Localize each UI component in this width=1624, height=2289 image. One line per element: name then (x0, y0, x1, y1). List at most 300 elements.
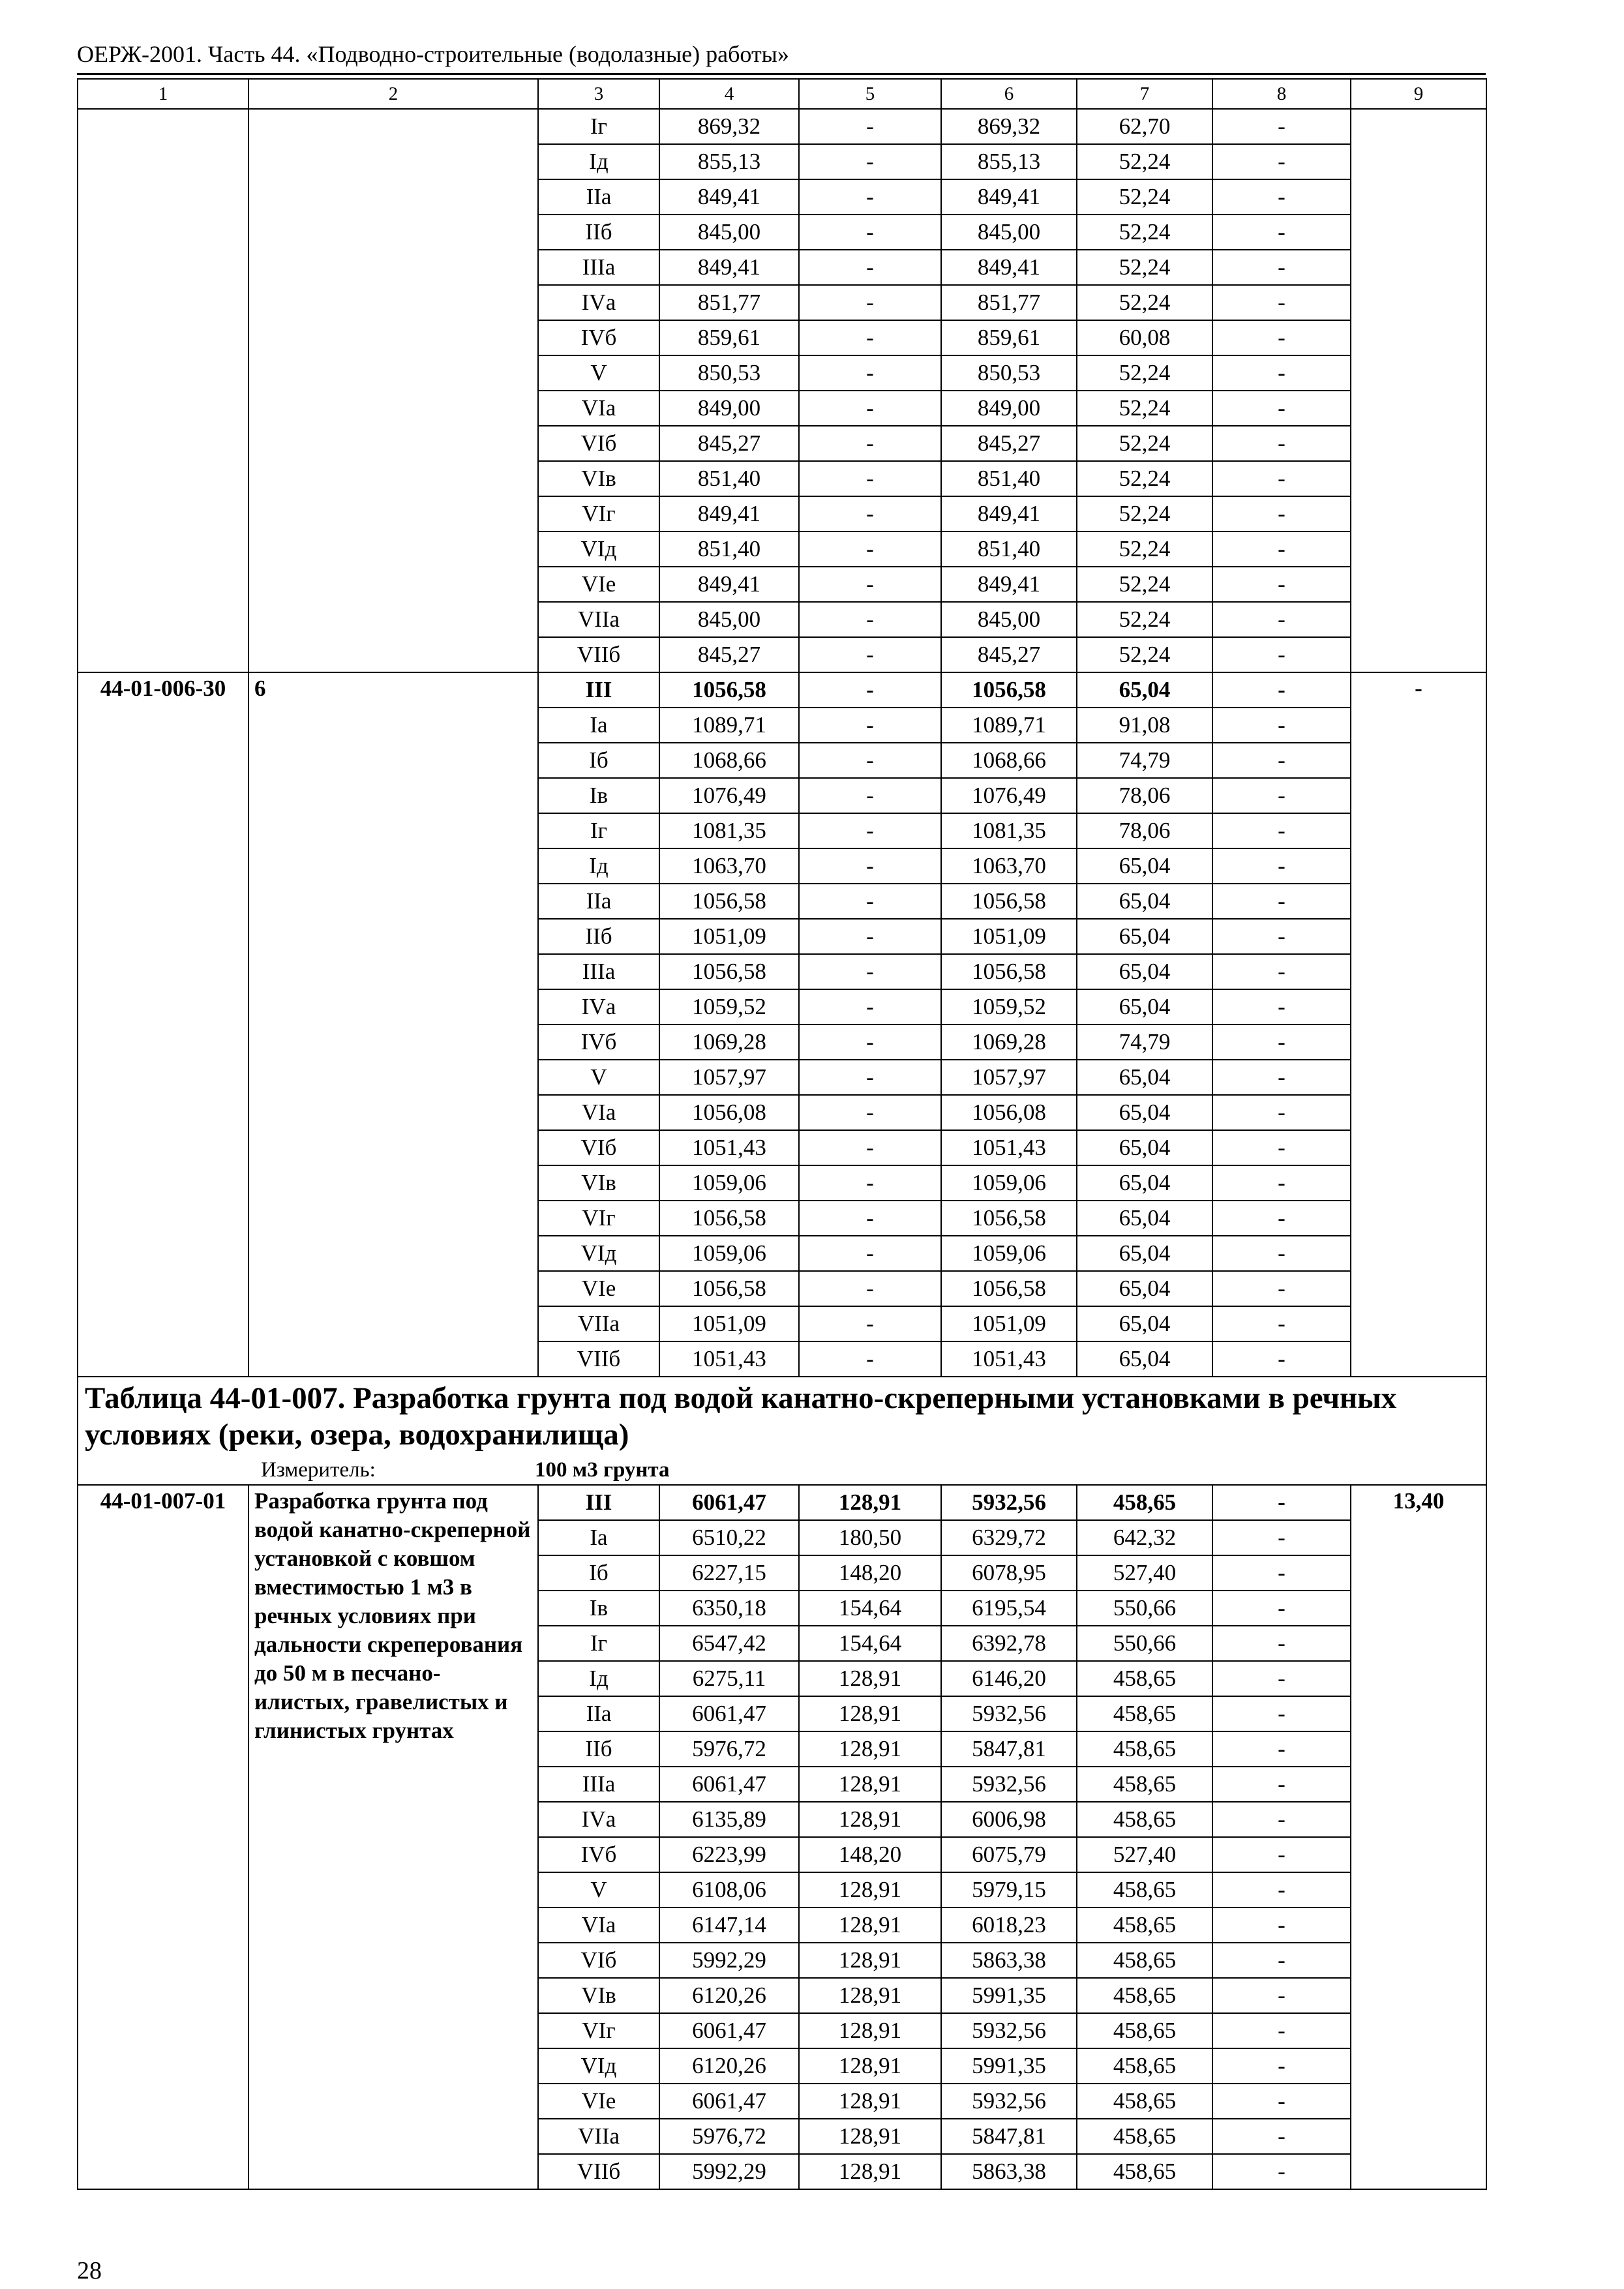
material-cost-cell: - (1212, 1095, 1351, 1130)
direct-cost-cell: 849,00 (659, 391, 799, 426)
direct-cost-cell: 6061,47 (659, 2084, 799, 2119)
labor-cost-cell: - (799, 1201, 941, 1236)
material-cost-cell: - (1212, 1802, 1351, 1837)
direct-cost-cell: 1051,43 (659, 1130, 799, 1165)
direct-cost-cell: 869,32 (659, 109, 799, 144)
labor-cost-cell: - (799, 813, 941, 848)
region-zone-cell: Iа (538, 1520, 659, 1555)
labor-cost-cell: - (799, 1165, 941, 1201)
material-cost-cell: - (1212, 1306, 1351, 1341)
machine-cost-cell: 1056,58 (941, 1271, 1077, 1306)
direct-cost-cell: 1089,71 (659, 708, 799, 743)
machine-cost-cell: 5979,15 (941, 1872, 1077, 1908)
column-number: 8 (1212, 79, 1351, 109)
column-number: 9 (1351, 79, 1486, 109)
labor-cost-cell: - (799, 179, 941, 215)
labor-cost-cell: - (799, 285, 941, 320)
material-cost-cell: - (1212, 144, 1351, 179)
region-zone-cell: IIа (538, 884, 659, 919)
labor-cost-cell: - (799, 708, 941, 743)
machine-cost-cell: 6392,78 (941, 1626, 1077, 1661)
driver-wage-cell: 65,04 (1077, 1341, 1212, 1377)
machine-cost-cell: 1051,43 (941, 1130, 1077, 1165)
machine-cost-cell: 1056,58 (941, 1201, 1077, 1236)
driver-wage-cell: 65,04 (1077, 1165, 1212, 1201)
direct-cost-cell: 6061,47 (659, 1767, 799, 1802)
column-number: 3 (538, 79, 659, 109)
driver-wage-cell: 458,65 (1077, 1696, 1212, 1731)
material-cost-cell: - (1212, 1485, 1351, 1520)
direct-cost-cell: 6227,15 (659, 1555, 799, 1591)
table-row (78, 1485, 1486, 1520)
document-header: ОЕРЖ-2001. Часть 44. «Подводно-строительные (водолазные) работы» (77, 41, 789, 67)
direct-cost-cell: 6275,11 (659, 1661, 799, 1696)
region-zone-cell: III (538, 672, 659, 708)
material-cost-cell: - (1212, 1555, 1351, 1591)
material-cost-cell: - (1212, 708, 1351, 743)
driver-wage-cell: 527,40 (1077, 1555, 1212, 1591)
driver-wage-cell: 458,65 (1077, 2154, 1212, 2189)
driver-wage-cell: 458,65 (1077, 1767, 1212, 1802)
driver-wage-cell: 62,70 (1077, 109, 1212, 144)
direct-cost-cell: 1056,58 (659, 954, 799, 989)
labor-cost-cell: 148,20 (799, 1555, 941, 1591)
rate-code-cell: 44-01-006-30 (78, 672, 248, 1377)
direct-cost-cell: 6120,26 (659, 2048, 799, 2084)
table-body (78, 79, 1486, 2189)
labor-cost-cell: - (799, 496, 941, 531)
machine-cost-cell: 845,27 (941, 637, 1077, 672)
direct-cost-cell: 1056,58 (659, 1201, 799, 1236)
driver-wage-cell: 550,66 (1077, 1591, 1212, 1626)
driver-wage-cell: 458,65 (1077, 2119, 1212, 2154)
column-number: 1 (78, 79, 248, 109)
labor-cost-cell: 128,91 (799, 1943, 941, 1978)
driver-wage-cell: 65,04 (1077, 1130, 1212, 1165)
driver-wage-cell: 52,24 (1077, 426, 1212, 461)
region-zone-cell: IIб (538, 1731, 659, 1767)
machine-cost-cell: 1059,52 (941, 989, 1077, 1025)
machine-cost-cell: 1051,09 (941, 1306, 1077, 1341)
labor-cost-cell: 128,91 (799, 1731, 941, 1767)
direct-cost-cell: 5992,29 (659, 1943, 799, 1978)
region-zone-cell: V (538, 1872, 659, 1908)
material-cost-cell: - (1212, 2119, 1351, 2154)
labor-cost-cell: - (799, 989, 941, 1025)
driver-wage-cell: 458,65 (1077, 2084, 1212, 2119)
region-zone-cell: VIг (538, 1201, 659, 1236)
labor-cost-cell: 128,91 (799, 1978, 941, 2013)
material-cost-cell: - (1212, 778, 1351, 813)
direct-cost-cell: 851,40 (659, 531, 799, 567)
direct-cost-cell: 6061,47 (659, 1696, 799, 1731)
labor-cost-cell: 128,91 (799, 1872, 941, 1908)
driver-wage-cell: 458,65 (1077, 1485, 1212, 1520)
region-zone-cell: Iг (538, 1626, 659, 1661)
driver-wage-cell: 65,04 (1077, 1201, 1212, 1236)
direct-cost-cell: 850,53 (659, 355, 799, 391)
region-zone-cell: VIв (538, 1165, 659, 1201)
machine-cost-cell: 849,00 (941, 391, 1077, 426)
labor-hours-cell: - (1351, 672, 1486, 1377)
machine-cost-cell: 849,41 (941, 179, 1077, 215)
labor-cost-cell: - (799, 884, 941, 919)
region-zone-cell: VIе (538, 567, 659, 602)
material-cost-cell: - (1212, 1872, 1351, 1908)
driver-wage-cell: 458,65 (1077, 2013, 1212, 2048)
driver-wage-cell: 65,04 (1077, 848, 1212, 884)
labor-cost-cell: - (799, 848, 941, 884)
material-cost-cell: - (1212, 743, 1351, 778)
labor-cost-cell: - (799, 567, 941, 602)
machine-cost-cell: 1081,35 (941, 813, 1077, 848)
region-zone-cell: Iб (538, 1555, 659, 1591)
material-cost-cell: - (1212, 1837, 1351, 1872)
machine-cost-cell: 6195,54 (941, 1591, 1077, 1626)
driver-wage-cell: 65,04 (1077, 1271, 1212, 1306)
direct-cost-cell: 1051,43 (659, 1341, 799, 1377)
direct-cost-cell: 6135,89 (659, 1802, 799, 1837)
driver-wage-cell: 458,65 (1077, 1908, 1212, 1943)
machine-cost-cell: 1063,70 (941, 848, 1077, 884)
driver-wage-cell: 78,06 (1077, 813, 1212, 848)
machine-cost-cell: 5932,56 (941, 1767, 1077, 1802)
material-cost-cell: - (1212, 989, 1351, 1025)
direct-cost-cell: 1063,70 (659, 848, 799, 884)
driver-wage-cell: 74,79 (1077, 743, 1212, 778)
material-cost-cell: - (1212, 1943, 1351, 1978)
driver-wage-cell: 52,24 (1077, 602, 1212, 637)
direct-cost-cell: 1076,49 (659, 778, 799, 813)
region-zone-cell: Iд (538, 144, 659, 179)
measure-unit (85, 1457, 1479, 1483)
column-number: 5 (799, 79, 941, 109)
machine-cost-cell: 845,00 (941, 602, 1077, 637)
material-cost-cell: - (1212, 919, 1351, 954)
material-cost-cell: - (1212, 1025, 1351, 1060)
region-zone-cell: IIа (538, 1696, 659, 1731)
direct-cost-cell: 1069,28 (659, 1025, 799, 1060)
driver-wage-cell: 52,24 (1077, 250, 1212, 285)
material-cost-cell: - (1212, 1978, 1351, 2013)
material-cost-cell: - (1212, 391, 1351, 426)
region-zone-cell: V (538, 355, 659, 391)
driver-wage-cell: 550,66 (1077, 1626, 1212, 1661)
direct-cost-cell: 849,41 (659, 250, 799, 285)
machine-cost-cell: 1056,58 (941, 954, 1077, 989)
table-row (78, 672, 1486, 708)
rates-table (77, 78, 1487, 2190)
machine-cost-cell: 6146,20 (941, 1661, 1077, 1696)
labor-cost-cell: - (799, 391, 941, 426)
direct-cost-cell: 1059,06 (659, 1236, 799, 1271)
labor-cost-cell: - (799, 144, 941, 179)
material-cost-cell: - (1212, 1626, 1351, 1661)
region-zone-cell: VIг (538, 2013, 659, 2048)
direct-cost-cell: 6547,42 (659, 1626, 799, 1661)
direct-cost-cell: 5992,29 (659, 2154, 799, 2189)
driver-wage-cell: 52,24 (1077, 567, 1212, 602)
machine-cost-cell: 5863,38 (941, 1943, 1077, 1978)
machine-cost-cell: 6078,95 (941, 1555, 1077, 1591)
driver-wage-cell: 65,04 (1077, 672, 1212, 708)
labor-cost-cell: 128,91 (799, 1485, 941, 1520)
region-zone-cell: IVа (538, 989, 659, 1025)
region-zone-cell: Iв (538, 778, 659, 813)
material-cost-cell: - (1212, 355, 1351, 391)
page-number: 28 (77, 2257, 102, 2284)
material-cost-cell: - (1212, 2154, 1351, 2189)
machine-cost-cell: 5847,81 (941, 1731, 1077, 1767)
region-zone-cell: IIб (538, 215, 659, 250)
direct-cost-cell: 849,41 (659, 496, 799, 531)
region-zone-cell: VIб (538, 1943, 659, 1978)
labor-cost-cell: - (799, 1060, 941, 1095)
labor-cost-cell: 128,91 (799, 2013, 941, 2048)
direct-cost-cell: 1051,09 (659, 1306, 799, 1341)
driver-wage-cell: 52,24 (1077, 144, 1212, 179)
direct-cost-cell: 845,27 (659, 426, 799, 461)
machine-cost-cell: 855,13 (941, 144, 1077, 179)
direct-cost-cell: 1051,09 (659, 919, 799, 954)
driver-wage-cell: 91,08 (1077, 708, 1212, 743)
labor-cost-cell: - (799, 250, 941, 285)
driver-wage-cell: 52,24 (1077, 215, 1212, 250)
machine-cost-cell: 849,41 (941, 250, 1077, 285)
machine-cost-cell: 5932,56 (941, 2084, 1077, 2119)
direct-cost-cell: 851,77 (659, 285, 799, 320)
material-cost-cell: - (1212, 848, 1351, 884)
direct-cost-cell: 849,41 (659, 567, 799, 602)
measure-unit-value: 100 м3 грунта (535, 1458, 670, 1482)
material-cost-cell: - (1212, 179, 1351, 215)
driver-wage-cell: 52,24 (1077, 637, 1212, 672)
machine-cost-cell: 5932,56 (941, 1696, 1077, 1731)
material-cost-cell: - (1212, 602, 1351, 637)
labor-cost-cell: 154,64 (799, 1591, 941, 1626)
driver-wage-cell: 458,65 (1077, 1943, 1212, 1978)
material-cost-cell: - (1212, 1060, 1351, 1095)
machine-cost-cell: 849,41 (941, 567, 1077, 602)
driver-wage-cell: 52,24 (1077, 531, 1212, 567)
labor-cost-cell: 128,91 (799, 1661, 941, 1696)
direct-cost-cell: 6061,47 (659, 2013, 799, 2048)
region-zone-cell: VIIа (538, 602, 659, 637)
direct-cost-cell: 1081,35 (659, 813, 799, 848)
material-cost-cell: - (1212, 1271, 1351, 1306)
machine-cost-cell: 5991,35 (941, 1978, 1077, 2013)
labor-cost-cell: - (799, 637, 941, 672)
column-number: 7 (1077, 79, 1212, 109)
column-number: 6 (941, 79, 1077, 109)
direct-cost-cell: 1056,58 (659, 1271, 799, 1306)
direct-cost-cell: 1059,06 (659, 1165, 799, 1201)
region-zone-cell: IVа (538, 285, 659, 320)
material-cost-cell: - (1212, 496, 1351, 531)
region-zone-cell: IVб (538, 320, 659, 355)
direct-cost-cell: 6350,18 (659, 1591, 799, 1626)
region-zone-cell: VIа (538, 1095, 659, 1130)
region-zone-cell: IIIа (538, 1767, 659, 1802)
direct-cost-cell: 849,41 (659, 179, 799, 215)
region-zone-cell: VIIа (538, 2119, 659, 2154)
machine-cost-cell: 5932,56 (941, 2013, 1077, 2048)
region-zone-cell: VIе (538, 2084, 659, 2119)
labor-cost-cell: 128,91 (799, 2119, 941, 2154)
driver-wage-cell: 458,65 (1077, 1872, 1212, 1908)
driver-wage-cell: 65,04 (1077, 1236, 1212, 1271)
driver-wage-cell: 458,65 (1077, 1731, 1212, 1767)
labor-cost-cell: - (799, 461, 941, 496)
driver-wage-cell: 527,40 (1077, 1837, 1212, 1872)
labor-cost-cell: 180,50 (799, 1520, 941, 1555)
material-cost-cell: - (1212, 285, 1351, 320)
machine-cost-cell: 850,53 (941, 355, 1077, 391)
region-zone-cell: VIIб (538, 2154, 659, 2189)
region-zone-cell: VIв (538, 1978, 659, 2013)
machine-cost-cell: 5863,38 (941, 2154, 1077, 2189)
machine-cost-cell: 5847,81 (941, 2119, 1077, 2154)
region-zone-cell: VIб (538, 426, 659, 461)
material-cost-cell: - (1212, 1130, 1351, 1165)
machine-cost-cell: 1056,08 (941, 1095, 1077, 1130)
direct-cost-cell: 859,61 (659, 320, 799, 355)
region-zone-cell: Iб (538, 743, 659, 778)
driver-wage-cell: 65,04 (1077, 989, 1212, 1025)
direct-cost-cell: 6108,06 (659, 1872, 799, 1908)
material-cost-cell: - (1212, 1731, 1351, 1767)
region-zone-cell: VIе (538, 1271, 659, 1306)
machine-cost-cell: 5932,56 (941, 1485, 1077, 1520)
direct-cost-cell: 1056,08 (659, 1095, 799, 1130)
labor-cost-cell: - (799, 1341, 941, 1377)
material-cost-cell: - (1212, 1767, 1351, 1802)
driver-wage-cell: 642,32 (1077, 1520, 1212, 1555)
machine-cost-cell: 1069,28 (941, 1025, 1077, 1060)
driver-wage-cell: 65,04 (1077, 1306, 1212, 1341)
machine-cost-cell: 1056,58 (941, 672, 1077, 708)
machine-cost-cell: 851,77 (941, 285, 1077, 320)
region-zone-cell: III (538, 1485, 659, 1520)
driver-wage-cell: 65,04 (1077, 884, 1212, 919)
region-zone-cell: VIг (538, 496, 659, 531)
material-cost-cell: - (1212, 1165, 1351, 1201)
labor-cost-cell: - (799, 743, 941, 778)
material-cost-cell: - (1212, 1661, 1351, 1696)
labor-cost-cell: - (799, 426, 941, 461)
machine-cost-cell: 1057,97 (941, 1060, 1077, 1095)
driver-wage-cell: 74,79 (1077, 1025, 1212, 1060)
direct-cost-cell: 845,00 (659, 215, 799, 250)
work-description-cell: 6 (248, 672, 538, 1377)
region-zone-cell: Iд (538, 848, 659, 884)
driver-wage-cell: 52,24 (1077, 285, 1212, 320)
machine-cost-cell: 6329,72 (941, 1520, 1077, 1555)
column-number: 4 (659, 79, 799, 109)
material-cost-cell: - (1212, 672, 1351, 708)
labor-cost-cell: 128,91 (799, 1696, 941, 1731)
driver-wage-cell: 65,04 (1077, 919, 1212, 954)
labor-cost-cell: - (799, 1306, 941, 1341)
work-description-cell: Разработка грунта под водой канатно-скреперной установкой с ковшом вместимостью 1 м3 в речных условиях при дальности скреперования до 50 м в песчано-илистых, гравелистых и глинистых грунтах (248, 1485, 538, 2189)
column-number: 2 (248, 79, 538, 109)
region-zone-cell: IVб (538, 1837, 659, 1872)
region-zone-cell: IVб (538, 1025, 659, 1060)
direct-cost-cell: 6147,14 (659, 1908, 799, 1943)
region-zone-cell: Iв (538, 1591, 659, 1626)
measure-unit-label: Измеритель: (261, 1458, 376, 1482)
machine-cost-cell: 1089,71 (941, 708, 1077, 743)
region-zone-cell: V (538, 1060, 659, 1095)
region-zone-cell: Iг (538, 109, 659, 144)
material-cost-cell: - (1212, 531, 1351, 567)
material-cost-cell: - (1212, 1908, 1351, 1943)
material-cost-cell: - (1212, 2084, 1351, 2119)
direct-cost-cell: 5976,72 (659, 2119, 799, 2154)
labor-cost-cell: - (799, 1025, 941, 1060)
material-cost-cell: - (1212, 884, 1351, 919)
material-cost-cell: - (1212, 2013, 1351, 2048)
labor-cost-cell: - (799, 109, 941, 144)
region-zone-cell: IIб (538, 919, 659, 954)
region-zone-cell: VIд (538, 531, 659, 567)
column-number-row (78, 79, 1486, 109)
machine-cost-cell: 851,40 (941, 461, 1077, 496)
direct-cost-cell: 5976,72 (659, 1731, 799, 1767)
machine-cost-cell: 1059,06 (941, 1236, 1077, 1271)
machine-cost-cell: 1076,49 (941, 778, 1077, 813)
driver-wage-cell: 78,06 (1077, 778, 1212, 813)
rate-code-cell: 44-01-007-01 (78, 1485, 248, 2189)
labor-cost-cell: - (799, 672, 941, 708)
labor-cost-cell: 128,91 (799, 2048, 941, 2084)
material-cost-cell: - (1212, 426, 1351, 461)
region-zone-cell: VIд (538, 1236, 659, 1271)
driver-wage-cell: 458,65 (1077, 1978, 1212, 2013)
rate-code-cell (78, 109, 248, 672)
machine-cost-cell: 859,61 (941, 320, 1077, 355)
labor-cost-cell: - (799, 1095, 941, 1130)
driver-wage-cell: 458,65 (1077, 1802, 1212, 1837)
material-cost-cell: - (1212, 2048, 1351, 2084)
table-title-row (78, 1377, 1486, 1485)
driver-wage-cell: 52,24 (1077, 461, 1212, 496)
machine-cost-cell: 849,41 (941, 496, 1077, 531)
direct-cost-cell: 851,40 (659, 461, 799, 496)
machine-cost-cell: 1068,66 (941, 743, 1077, 778)
labor-cost-cell: - (799, 1236, 941, 1271)
labor-cost-cell: - (799, 778, 941, 813)
direct-cost-cell: 6223,99 (659, 1837, 799, 1872)
work-description-cell (248, 109, 538, 672)
material-cost-cell: - (1212, 954, 1351, 989)
region-zone-cell: VIIб (538, 1341, 659, 1377)
machine-cost-cell: 851,40 (941, 531, 1077, 567)
material-cost-cell: - (1212, 1520, 1351, 1555)
labor-cost-cell: 154,64 (799, 1626, 941, 1661)
material-cost-cell: - (1212, 215, 1351, 250)
direct-cost-cell: 6120,26 (659, 1978, 799, 2013)
labor-hours-cell: 13,40 (1351, 1485, 1486, 2189)
material-cost-cell: - (1212, 1201, 1351, 1236)
driver-wage-cell: 65,04 (1077, 1060, 1212, 1095)
material-cost-cell: - (1212, 1341, 1351, 1377)
labor-cost-cell: - (799, 954, 941, 989)
direct-cost-cell: 1057,97 (659, 1060, 799, 1095)
labor-cost-cell: - (799, 1130, 941, 1165)
machine-cost-cell: 869,32 (941, 109, 1077, 144)
region-zone-cell: VIб (538, 1130, 659, 1165)
